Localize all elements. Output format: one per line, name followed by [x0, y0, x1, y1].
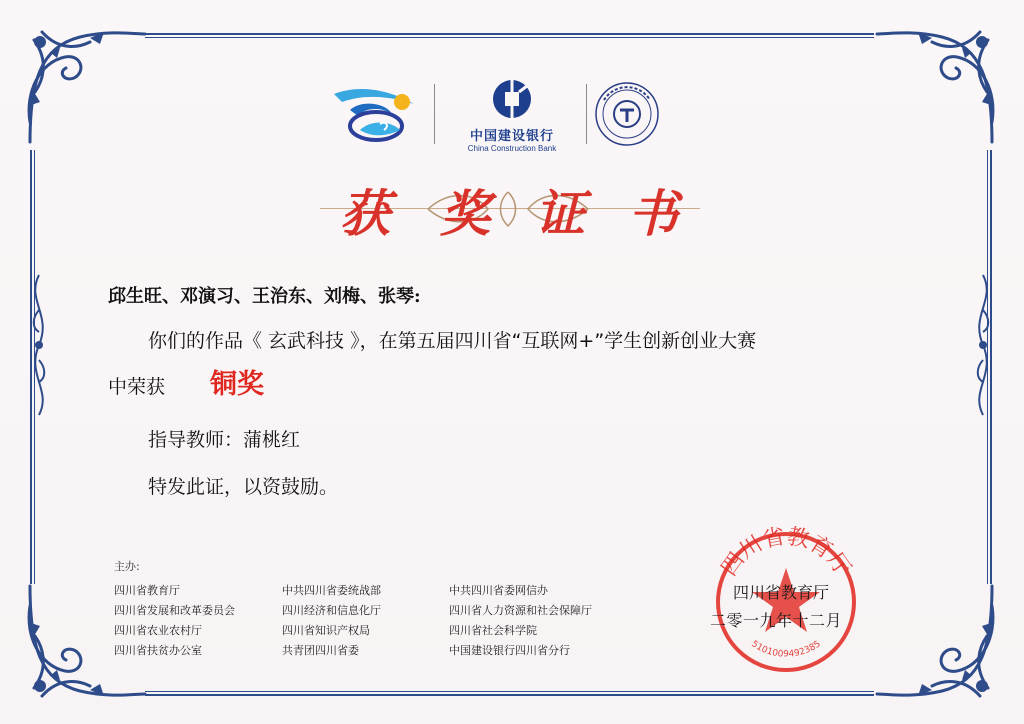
issue-date: 二零一九年十二月 — [710, 611, 843, 630]
sponsor-org: 四川省社会科学院 — [449, 624, 537, 637]
sponsor-org: 四川经济和信息化厅 — [282, 604, 381, 617]
logo-divider — [586, 84, 587, 144]
award-prefix: 中荣获 — [108, 376, 166, 398]
sponsor-logos — [330, 78, 690, 153]
seal-serial: 5101009492385 — [749, 639, 823, 660]
competition-logo-icon — [330, 80, 426, 146]
university-emblem-icon — [592, 80, 662, 148]
title-char: 奖 — [440, 184, 490, 243]
seal-top-text: 四川省教育厅 — [716, 524, 856, 581]
work-statement: 你们的作品《 玄武科技 》，在第五届四川省“互联网+”学生创新创业大赛 — [148, 330, 757, 352]
side-ornament-right — [968, 270, 998, 420]
corner-ornament-top-left — [20, 22, 150, 152]
recipients: 邱生旺、邓演习、王治东、刘梅、张琴: — [108, 286, 421, 307]
sponsor-org: 中国建设银行四川省分行 — [449, 644, 570, 657]
sponsor-org: 四川省人力资源和社会保障厅 — [449, 604, 592, 617]
logo-divider — [434, 84, 435, 144]
bank-name-cn: 中国建设银行 — [469, 129, 554, 144]
certificate-title — [300, 174, 720, 244]
title-char: 证 — [535, 184, 585, 243]
side-ornament-left — [24, 270, 54, 420]
sponsor-org: 四川省扶贫办公室 — [114, 644, 202, 657]
border-top-inner — [145, 37, 874, 38]
issuer-name: 四川省教育厅 — [733, 583, 830, 602]
border-bottom-inner — [145, 691, 874, 692]
sponsor-org: 中共四川省委统战部 — [282, 584, 381, 597]
closing-statement: 特发此证，以资鼓励。 — [148, 476, 339, 498]
ccb-logo — [442, 78, 582, 153]
supervisor: 指导教师：蒲桃红 — [148, 429, 301, 451]
border-bottom — [145, 694, 874, 696]
title-char: 书 — [628, 184, 678, 243]
sponsor-org: 四川省教育厅 — [114, 584, 180, 597]
corner-ornament-top-right — [872, 22, 1002, 152]
title-char: 获 — [340, 184, 390, 243]
ccb-mark-icon — [491, 78, 533, 120]
host-label: 主办: — [114, 560, 140, 573]
sponsor-org: 四川省发展和改革委员会 — [114, 604, 235, 617]
sponsor-org: 四川省农业农村厅 — [114, 624, 202, 637]
award-level: 铜奖 — [210, 369, 264, 400]
sponsor-org: 四川省知识产权局 — [282, 624, 370, 637]
sponsor-org: 共青团四川省委 — [282, 644, 359, 657]
bank-name-en: China Construction Bank — [467, 144, 557, 153]
sponsor-org: 中共四川省委网信办 — [449, 584, 548, 597]
corner-ornament-bottom-right — [872, 576, 1002, 706]
border-top — [145, 33, 874, 35]
